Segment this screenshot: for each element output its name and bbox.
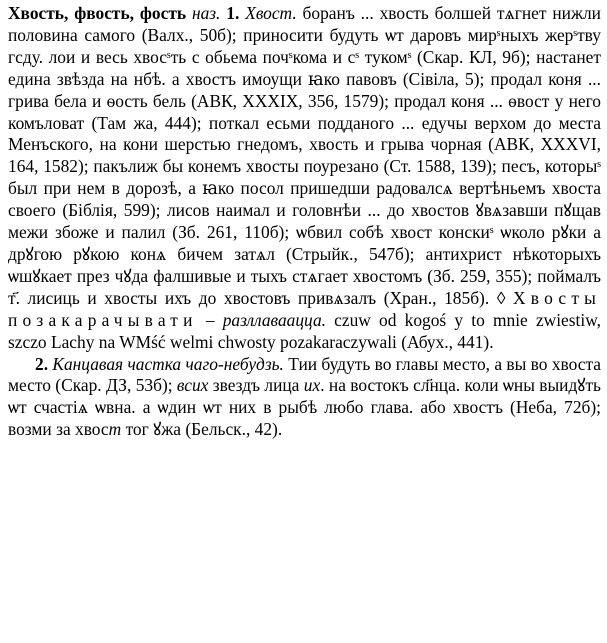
sense-2-citation-a: Тии будуть во главы место, а вы во хвоста место (Скар. ДЗ, 53б);: [8, 353, 602, 396]
part-of-speech: наз.: [191, 3, 221, 23]
sense-2-citation-e: . на востокъ сл҃нца. коли ѡны выидꙋть ѡт счастіѧ ѡвна. а ѡдин ѡт них в рыбѣ любо глава. або хвостъ (Неба, 72б); возми за хвос: [8, 375, 601, 440]
sense-2-word-b: всих: [176, 375, 209, 396]
phrase-definition: – разллаваацца.: [205, 309, 326, 330]
sense-2-paragraph: [8, 354, 601, 442]
sense-2-definition: Канцавая частка чаго-небудзь.: [52, 353, 284, 374]
sense-2-citation-g: тог ꙋжа (Бельск., 42).: [121, 419, 283, 440]
sense-2-word-d: их: [303, 375, 321, 396]
sense-1-citations: боранъ ... хвость болшей тѧгнет нижли половина самого (Валх., 50б); приносити будуть ѡт даровъ мирˢныхъ жерˢтву гсду. лои и весь хвосˢть с обьема почˢкома и сˢ тукомˢ (Скар. КЛ, 9б); настанет едина звѣзда на нбѣ. а хвостъ имоущи ꙗко павовъ (Сівіла, 5); продал коня ... грива бела и ѳость бель (АВК, XXXIX, 356, 1579); продал коня ... ѳвост у него комъловат (Там жа, 444); поткал есьми подданого ... едучы верхом до места Менъского, на кони шерстью гнедомъ, хвость и грыва чорная (АВК, XXXVI, 164, 1582); пакълиж бы конемъ хвосты поурезано (Ст. 1588, 139); песъ, которыˢ был при нем в дорозѣ, а ꙗко посол пришедши радовалсѧ вертѣньемъ хвоста своего (Біблія, 599); лисов наимал и головнѣи ... до хвостов ꙋвѧзавши пꙋщав межи збоже и палил (Зб. 261, 110б); ѡбвил собѣ хвост конскиˢ ѡколо рꙋки а дрꙋгою рꙋкою конѧ бичем затѧл (Стрыйк., 547б); антихрист нѣкоторыхъ ѡшꙋкает през чꙋда фалшивые и тыхъ стѧгает хвостомъ (Зб. 259, 355); поймалъ т҃. лисиць и хвосты ихъ до хвостовъ привѧзалъ (Хран., 185б).: [8, 3, 601, 308]
sense-number-2: 2.: [35, 353, 49, 374]
phrase-heading: Хвосты позакарачывати: [8, 287, 601, 330]
sense-2-letter-f: т: [108, 419, 122, 440]
sense-number-1: 1.: [226, 3, 240, 23]
sense-1-definition: Хвост.: [245, 3, 297, 23]
sense-2-citation-c: звездъ лица: [208, 375, 304, 396]
sense-1-paragraph: [8, 3, 601, 354]
diamond-icon: ◊: [496, 287, 506, 308]
dictionary-entry: [8, 3, 601, 441]
headword: Хвость, фвость, фость: [8, 3, 187, 23]
phrase-citation: czuw od kogoś y to mnie zwiestiw, szczo Lachy na WMść welmi chwosty pozakaraczywali (Абух., 441).: [8, 309, 601, 352]
